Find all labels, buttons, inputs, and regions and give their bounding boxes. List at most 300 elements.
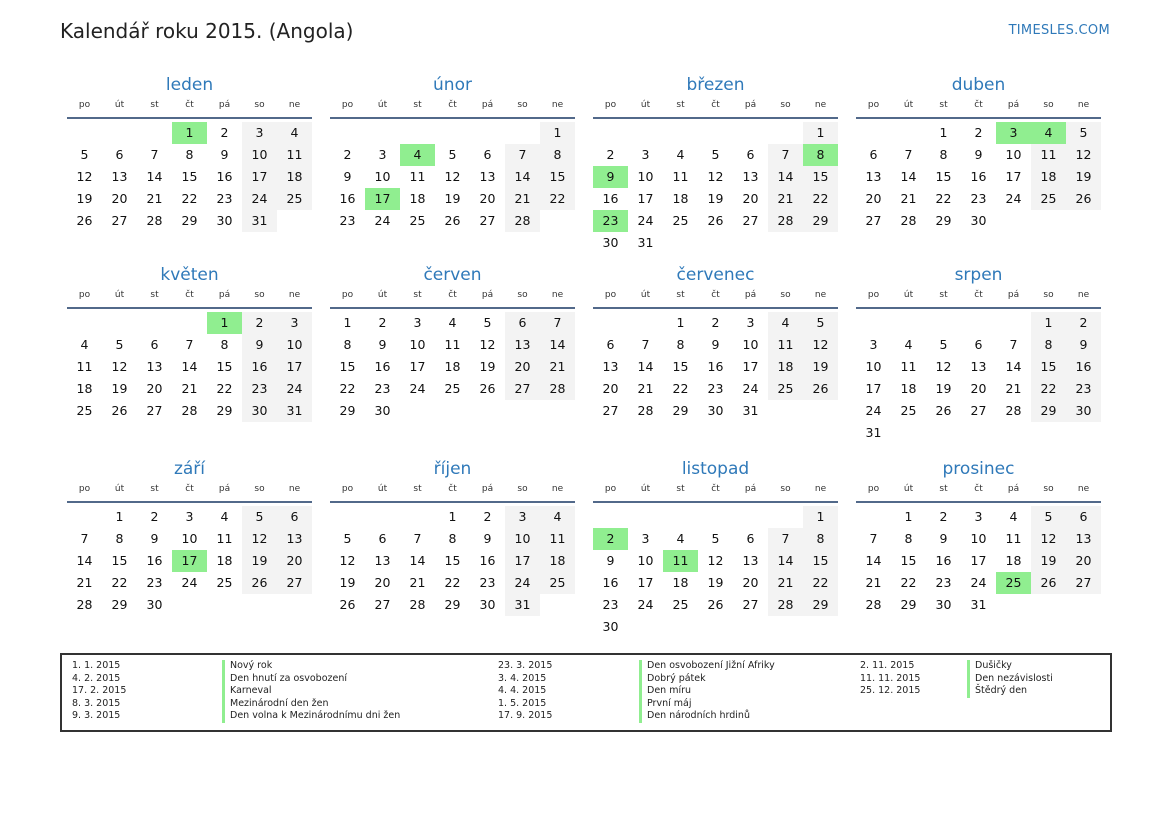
month-červenec	[593, 262, 838, 456]
day-cell: 2	[1066, 312, 1101, 334]
day-cell: 18	[409, 191, 426, 206]
day-cell: 11	[1005, 531, 1022, 546]
holiday-day-cell: 8	[803, 144, 838, 166]
day-cell: 28	[637, 403, 654, 418]
day-cell: 16	[602, 191, 619, 206]
day-cell: 27	[505, 378, 540, 400]
weekday-label: út	[377, 484, 388, 494]
day-cell: 21	[181, 381, 198, 396]
weekday-header	[67, 288, 312, 309]
day-cell: 11	[444, 337, 461, 352]
holiday-legend	[60, 653, 1112, 732]
day-cell: 6	[150, 337, 159, 352]
day-cell: 14	[181, 359, 198, 374]
day-cell: 5	[80, 147, 89, 162]
month-title: březen	[686, 75, 745, 95]
day-cell: 4	[904, 337, 913, 352]
day-cell: 23	[479, 575, 496, 590]
day-cell: 26	[242, 572, 277, 594]
day-cell: 6	[974, 337, 983, 352]
day-cell: 10	[637, 553, 654, 568]
day-cell: 28	[146, 213, 163, 228]
day-cell: 24	[970, 575, 987, 590]
day-cell: 29	[216, 403, 233, 418]
day-cell: 16	[216, 169, 233, 184]
holiday-row	[72, 710, 401, 723]
day-cell: 11	[1031, 144, 1066, 166]
day-cell: 10	[242, 144, 277, 166]
day-cell: 1	[803, 506, 838, 528]
day-cell: 13	[742, 169, 759, 184]
weekday-label: pá	[481, 100, 494, 110]
weekday-label: út	[903, 100, 914, 110]
weekday-label: st	[676, 100, 685, 110]
day-cell: 25	[768, 378, 803, 400]
day-cell: 19	[76, 191, 93, 206]
month-title: červen	[423, 265, 482, 285]
day-cell: 6	[1066, 506, 1101, 528]
weekday-header	[593, 288, 838, 309]
day-cell: 25	[216, 575, 233, 590]
day-cell: 30	[374, 403, 391, 418]
day-cell: 14	[865, 553, 882, 568]
day-cell: 18	[1005, 553, 1022, 568]
day-cell: 30	[216, 213, 233, 228]
day-cell: 18	[672, 191, 689, 206]
day-cell: 19	[111, 381, 128, 396]
day-cell: 10	[277, 334, 312, 356]
day-cell: 29	[803, 210, 838, 232]
day-cell: 20	[111, 191, 128, 206]
day-cell: 19	[479, 359, 496, 374]
day-cell: 29	[672, 403, 689, 418]
holiday-row	[860, 660, 1012, 673]
weekday-label: po	[867, 484, 880, 494]
day-cell: 17	[409, 359, 426, 374]
day-cell: 27	[111, 213, 128, 228]
weekday-label: čt	[448, 290, 457, 300]
day-cell: 26	[935, 403, 952, 418]
day-cell: 8	[343, 337, 352, 352]
weekday-header	[856, 98, 1101, 119]
holiday-name: První máj	[639, 698, 692, 711]
day-cell: 6	[746, 147, 755, 162]
brand-link[interactable]: TIMESLES.COM	[1008, 23, 1110, 38]
holiday-day-cell: 11	[663, 550, 698, 572]
day-cell: 18	[444, 359, 461, 374]
day-cell: 20	[602, 381, 619, 396]
day-cell: 3	[641, 147, 650, 162]
day-cell: 6	[378, 531, 387, 546]
day-cell: 15	[803, 550, 838, 572]
empty-cell	[663, 122, 698, 144]
day-cell: 18	[900, 381, 917, 396]
day-cell: 14	[146, 169, 163, 184]
day-grid	[67, 312, 312, 422]
day-cell: 3	[413, 315, 422, 330]
weekday-label: st	[939, 100, 948, 110]
day-cell: 5	[483, 315, 492, 330]
day-cell: 2	[974, 125, 983, 140]
weekday-label: po	[604, 100, 617, 110]
holiday-date: 25. 12. 2015	[860, 685, 921, 696]
day-cell: 3	[277, 312, 312, 334]
weekday-label: po	[867, 290, 880, 300]
day-cell: 24	[277, 378, 312, 400]
day-cell: 5	[939, 337, 948, 352]
weekday-label: st	[676, 484, 685, 494]
weekday-label: pá	[1007, 290, 1020, 300]
day-cell: 5	[242, 506, 277, 528]
day-cell: 1	[115, 509, 124, 524]
day-cell: 28	[900, 213, 917, 228]
day-cell: 5	[711, 531, 720, 546]
day-cell: 19	[242, 550, 277, 572]
holiday-name: Den nezávislosti	[967, 673, 1053, 686]
day-cell: 9	[939, 531, 948, 546]
day-cell: 2	[939, 509, 948, 524]
day-cell: 22	[540, 188, 575, 210]
day-cell: 20	[277, 550, 312, 572]
day-cell: 11	[900, 359, 917, 374]
empty-cell	[365, 506, 400, 528]
holiday-column	[72, 660, 401, 723]
empty-cell	[996, 312, 1031, 334]
holiday-date: 2. 11. 2015	[860, 660, 915, 671]
page-title: Kalendář roku 2015. (Angola)	[60, 19, 354, 43]
weekday-label: st	[150, 290, 159, 300]
day-cell: 27	[602, 403, 619, 418]
day-cell: 22	[935, 191, 952, 206]
holiday-row	[860, 685, 1028, 698]
empty-cell	[768, 122, 803, 144]
day-cell: 16	[242, 356, 277, 378]
day-cell: 17	[637, 575, 654, 590]
day-cell: 4	[277, 122, 312, 144]
day-cell: 31	[242, 210, 277, 232]
empty-cell	[102, 312, 137, 334]
day-cell: 23	[242, 378, 277, 400]
weekday-label: pá	[218, 290, 231, 300]
day-cell: 5	[115, 337, 124, 352]
day-cell: 17	[277, 356, 312, 378]
day-cell: 13	[374, 553, 391, 568]
day-cell: 4	[80, 337, 89, 352]
day-cell: 23	[339, 213, 356, 228]
day-cell: 28	[76, 597, 93, 612]
day-cell: 18	[1031, 166, 1066, 188]
day-cell: 27	[742, 597, 759, 612]
day-cell: 16	[970, 169, 987, 184]
empty-cell	[67, 312, 102, 334]
day-cell: 21	[865, 575, 882, 590]
day-cell: 9	[378, 337, 387, 352]
day-cell: 7	[150, 147, 159, 162]
day-cell: 14	[1005, 359, 1022, 374]
day-cell: 26	[707, 213, 724, 228]
day-cell: 4	[1009, 509, 1018, 524]
empty-cell	[856, 122, 891, 144]
weekday-label: út	[640, 484, 651, 494]
holiday-name: Den osvobození Jižní Afriky	[639, 660, 775, 673]
day-cell: 21	[1005, 381, 1022, 396]
day-cell: 12	[1066, 144, 1101, 166]
day-cell: 12	[707, 553, 724, 568]
holiday-name: Den míru	[639, 685, 691, 698]
day-cell: 31	[637, 235, 654, 250]
day-cell: 27	[374, 597, 391, 612]
weekday-label: út	[377, 290, 388, 300]
day-cell: 10	[637, 169, 654, 184]
day-cell: 15	[900, 553, 917, 568]
day-cell: 20	[374, 575, 391, 590]
day-cell: 7	[413, 531, 422, 546]
day-cell: 17	[970, 553, 987, 568]
holiday-day-cell: 23	[593, 210, 628, 232]
day-cell: 29	[900, 597, 917, 612]
day-cell: 8	[220, 337, 229, 352]
day-cell: 21	[505, 188, 540, 210]
weekday-label: so	[1043, 100, 1054, 110]
day-cell: 28	[768, 594, 803, 616]
day-cell: 2	[711, 315, 720, 330]
day-cell: 23	[374, 381, 391, 396]
day-cell: 26	[1031, 572, 1066, 594]
weekday-label: pá	[218, 484, 231, 494]
day-cell: 14	[637, 359, 654, 374]
day-cell: 8	[540, 144, 575, 166]
day-cell: 16	[707, 359, 724, 374]
day-cell: 16	[479, 553, 496, 568]
weekday-label: čt	[185, 290, 194, 300]
day-cell: 24	[181, 575, 198, 590]
day-cell: 20	[742, 191, 759, 206]
day-cell: 24	[374, 213, 391, 228]
day-cell: 28	[409, 597, 426, 612]
weekday-label: ne	[551, 100, 564, 110]
holiday-day-cell: 1	[207, 312, 242, 334]
day-cell: 30	[707, 403, 724, 418]
day-cell: 1	[904, 509, 913, 524]
month-title: leden	[165, 75, 214, 95]
weekday-label: ne	[814, 100, 827, 110]
day-grid	[856, 506, 1101, 616]
holiday-day-cell: 4	[1031, 122, 1066, 144]
empty-cell	[172, 312, 207, 334]
day-grid	[67, 506, 312, 616]
weekday-label: út	[377, 100, 388, 110]
empty-cell	[330, 122, 365, 144]
day-cell: 31	[277, 400, 312, 422]
holiday-name: Dobrý pátek	[639, 673, 706, 686]
empty-cell	[733, 506, 768, 528]
weekday-label: út	[903, 484, 914, 494]
holiday-row	[498, 660, 775, 673]
day-cell: 13	[865, 169, 882, 184]
day-cell: 20	[479, 191, 496, 206]
day-cell: 15	[1031, 356, 1066, 378]
holiday-day-cell: 2	[593, 528, 628, 550]
day-cell: 28	[181, 403, 198, 418]
day-cell: 12	[76, 169, 93, 184]
day-cell: 27	[277, 572, 312, 594]
day-cell: 19	[444, 191, 461, 206]
holiday-name: Dušičky	[967, 660, 1012, 673]
holiday-row	[498, 685, 692, 698]
month-title: listopad	[681, 459, 750, 479]
day-cell: 12	[339, 553, 356, 568]
day-cell: 15	[935, 169, 952, 184]
weekday-label: pá	[1007, 484, 1020, 494]
day-cell: 4	[676, 147, 685, 162]
weekday-label: so	[1043, 290, 1054, 300]
day-cell: 24	[409, 381, 426, 396]
day-cell: 8	[185, 147, 194, 162]
day-cell: 26	[76, 213, 93, 228]
weekday-label: st	[150, 484, 159, 494]
day-cell: 19	[1031, 550, 1066, 572]
empty-cell	[137, 122, 172, 144]
month-title: říjen	[433, 459, 472, 479]
empty-cell	[435, 122, 470, 144]
day-cell: 29	[181, 213, 198, 228]
day-cell: 8	[676, 337, 685, 352]
day-cell: 28	[505, 210, 540, 232]
day-cell: 12	[935, 359, 952, 374]
holiday-date: 4. 4. 2015	[498, 685, 547, 696]
day-cell: 28	[768, 210, 803, 232]
day-cell: 9	[1066, 334, 1101, 356]
weekday-label: po	[341, 484, 354, 494]
day-cell: 1	[939, 125, 948, 140]
weekday-label: po	[867, 100, 880, 110]
day-cell: 27	[146, 403, 163, 418]
holiday-date: 11. 11. 2015	[860, 672, 921, 684]
month-title: květen	[160, 265, 219, 285]
day-cell: 22	[111, 575, 128, 590]
holiday-day-cell: 1	[172, 122, 207, 144]
day-cell: 23	[935, 575, 952, 590]
day-cell: 8	[448, 531, 457, 546]
weekday-label: po	[78, 290, 91, 300]
month-title: únor	[433, 75, 472, 95]
day-cell: 26	[803, 378, 838, 400]
day-cell: 24	[242, 188, 277, 210]
day-cell: 30	[970, 213, 987, 228]
holiday-date: 9. 3. 2015	[72, 710, 121, 721]
day-cell: 25	[409, 213, 426, 228]
day-cell: 15	[339, 359, 356, 374]
day-cell: 12	[479, 337, 496, 352]
weekday-label: so	[517, 484, 528, 494]
weekday-header	[593, 98, 838, 119]
day-cell: 5	[448, 147, 457, 162]
empty-cell	[856, 312, 891, 334]
holiday-date: 8. 3. 2015	[72, 697, 121, 709]
day-cell: 1	[676, 315, 685, 330]
empty-cell	[330, 506, 365, 528]
day-cell: 26	[479, 381, 496, 396]
weekday-label: pá	[481, 484, 494, 494]
day-cell: 26	[1066, 188, 1101, 210]
empty-cell	[856, 506, 891, 528]
day-cell: 17	[505, 550, 540, 572]
day-grid	[856, 312, 1101, 444]
weekday-label: ne	[288, 484, 301, 494]
day-cell: 24	[637, 213, 654, 228]
day-cell: 9	[242, 334, 277, 356]
day-cell: 30	[146, 597, 163, 612]
day-cell: 10	[970, 531, 987, 546]
weekday-label: čt	[185, 484, 194, 494]
weekday-label: ne	[1077, 484, 1090, 494]
month-title: duben	[951, 75, 1006, 95]
day-cell: 25	[1031, 188, 1066, 210]
day-cell: 25	[672, 213, 689, 228]
day-cell: 31	[742, 403, 759, 418]
day-cell: 21	[146, 191, 163, 206]
day-cell: 2	[343, 147, 352, 162]
day-cell: 7	[904, 147, 913, 162]
day-cell: 7	[540, 312, 575, 334]
weekday-label: so	[517, 100, 528, 110]
day-cell: 7	[641, 337, 650, 352]
month-květen	[67, 262, 312, 456]
day-cell: 26	[444, 213, 461, 228]
weekday-label: so	[254, 484, 265, 494]
day-cell: 16	[374, 359, 391, 374]
day-cell: 18	[672, 575, 689, 590]
weekday-header	[593, 482, 838, 503]
day-cell: 3	[242, 122, 277, 144]
weekday-label: ne	[1077, 100, 1090, 110]
day-cell: 24	[742, 381, 759, 396]
empty-cell	[470, 122, 505, 144]
day-cell: 11	[672, 169, 689, 184]
holiday-name: Den hnutí za osvobození	[222, 673, 347, 686]
day-cell: 22	[900, 575, 917, 590]
months-grid	[67, 72, 1101, 652]
day-cell: 25	[444, 381, 461, 396]
holiday-day-cell: 9	[593, 166, 628, 188]
holiday-row	[498, 697, 692, 711]
day-cell: 21	[768, 188, 803, 210]
day-cell: 14	[76, 553, 93, 568]
day-cell: 4	[448, 315, 457, 330]
weekday-label: út	[114, 484, 125, 494]
holiday-row	[498, 710, 750, 723]
day-cell: 16	[602, 575, 619, 590]
day-cell: 29	[339, 403, 356, 418]
day-grid	[330, 312, 575, 422]
month-duben	[856, 72, 1101, 262]
day-cell: 21	[409, 575, 426, 590]
empty-cell	[663, 506, 698, 528]
weekday-label: po	[604, 484, 617, 494]
holiday-day-cell: 25	[996, 572, 1031, 594]
weekday-label: čt	[974, 484, 983, 494]
day-cell: 7	[768, 528, 803, 550]
holiday-name: Den volna k Mezinárodnímu dni žen	[222, 710, 400, 723]
day-cell: 14	[409, 553, 426, 568]
day-cell: 29	[1031, 400, 1066, 422]
weekday-label: po	[604, 290, 617, 300]
holiday-row	[72, 672, 348, 686]
day-cell: 18	[277, 166, 312, 188]
day-cell: 13	[970, 359, 987, 374]
day-cell: 13	[602, 359, 619, 374]
day-cell: 5	[1031, 506, 1066, 528]
